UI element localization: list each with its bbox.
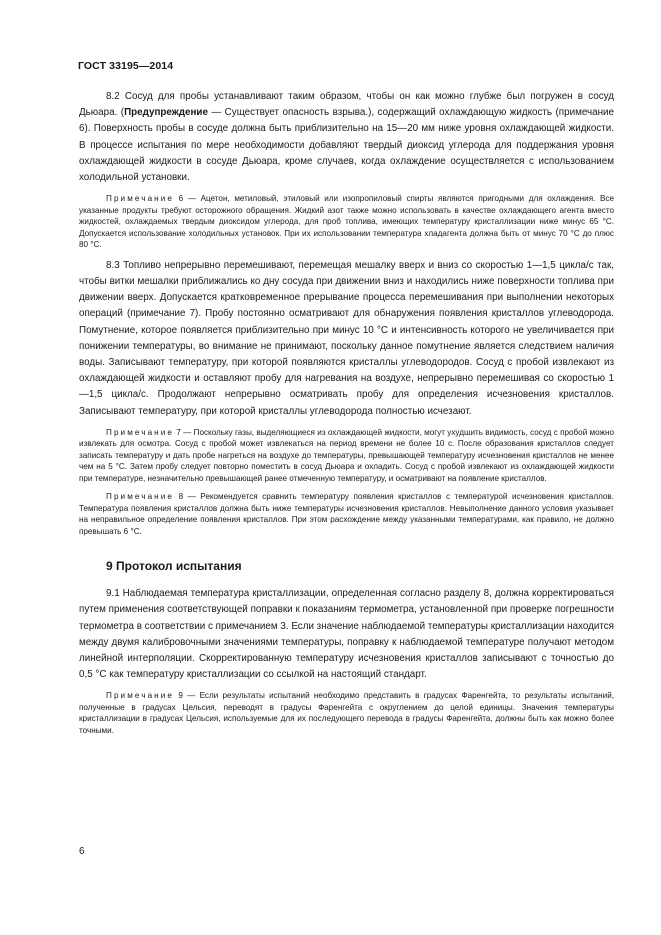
paragraph-8-2-lead: 8.2 Сосуд для пробы устанавливают таким образом, чтобы он как можно глубже был погружен в сосуд Дьюара. (	[79, 91, 614, 119]
section-9-heading: 9 Протокол испытания	[106, 559, 242, 574]
note-9	[79, 690, 614, 736]
paragraph-8-2-rest: — Существует опасность взрыва.), содержащий охлаждающую жидкость (примечание 6). Поверхность пробы в сосуде должна быть приблизительно на 15—20 мм ниже уровня охлаждающей жидкости. В процессе испытания по мере необходимости добавляют твердый диоксид углерода для поддержания уровня охлаждающей жидкости в сосуде Дьюара, кроме случаев, когда охлаждение осуществляется с использованием холодильной установки.	[79, 107, 614, 184]
warning-label: Предупреждение	[124, 107, 208, 119]
note-8-text: 8 — Рекомендуется сравнить температуру появления кристаллов с температурой исчезновения кристаллов. Температура появления кристаллов должна быть ниже температуры исчезновения кристаллов. Невыполнение данного условия указывает на неправильное определение появления кристаллов. При этом расхождение между указанными температурами, как правило, не должно превышать 6 °С.	[79, 492, 614, 536]
paragraph-8-2	[79, 89, 614, 186]
note-6	[79, 193, 614, 251]
note-6-text: 6 — Ацетон, метиловый, этиловый или изопропиловый спирты являются пригодными для охлаждения. Все указанные продукты требуют осторожного обращения. Жидкий азот также можно использовать в качестве охлаждающего агента вместо жидкостей, охлаждаемых твердым диоксидом углерода, для проб топлива, имеющих температуру кристаллизации ниже минус 65 °С. Допускается использование холодильных установок. При их использовании температура хладагента должна быть от минус 70 °С до плюс 80 °С.	[79, 194, 614, 250]
note-label: Примечание	[106, 691, 175, 701]
note-label: Примечание	[106, 492, 175, 502]
note-7-text: 7 — Поскольку газы, выделяющиеся из охлаждающей жидкости, могут ухудшить видимость, сосуд с пробой можно извлекать для осмотра. Сосуд с пробой может извлекаться на период времени не более 10 с. После образования кристаллов следует записать температуру и дать пробе нагреться на воздухе до температуры, превышающей температуру исчезновения кристаллов не менее чем на 5 °С. Затем пробу следует повторно поместить в сосуд Дьюара и охладить. Сосуд с пробой извлекают из охлаждающей жидкости при температуре, незначительно превышающей ранее отмеченную температуру, и осматривают на появление кристаллов.	[79, 427, 614, 483]
paragraph-8-3: 8.3 Топливо непрерывно перемешивают, перемещая мешалку вверх и вниз со скоростью 1—1,5 цикла/с так, чтобы витки мешалки приближались ко дну сосуда при движении вниз и находились ниже поверхности топлива при движении вверх. Допускается кратковременное прерывание процесса перемешивания при выполнении некоторых операций (примечание 7). Пробу постоянно осматривают для обнаружения появления кристаллов углеводорода. Помутнение, которое появляется приблизительно при минус 10 °С и интенсивность которого не увеличивается при понижении температуры, во внимание не принимают, поскольку данное помутнение является следствием наличия воды. Записывают температуру, при которой появляются кристаллы углеводородов. Сосуд с пробой извлекают из охлаждающей жидкости и оставляют пробу для нагревания на воздухе, непрерывно перемешивая со скоростью 1—1,5 цикла/с. Продолжают непрерывно осматривать пробу для определения исчезновения кристаллов. Записывают температуру, при которой кристаллы углеводорода полностью исчезают.	[79, 259, 614, 417]
note-8	[79, 491, 614, 537]
page-number: 6	[79, 846, 85, 857]
paragraph-9-1: 9.1 Наблюдаемая температура кристаллизации, определенная согласно разделу 8, должна корректироваться путем применения соответствующей поправки к показаниям термометра, установленной при проверке погрешности термометра в соответствии с примечанием 3. Если значение наблюдаемой температуры кристаллизации находится между двумя калибровочными значениями температуры, поправку к наблюдаемой температуре получают методом линейной интерполяции. Скорректированную температуру исчезновения кристаллов записывают с точностью до 0,5 °С как температуру кристаллизации со ссылкой на настоящий стандарт.	[79, 588, 615, 681]
note-label: Примечание	[106, 194, 175, 204]
note-7	[79, 427, 614, 485]
note-label: Примечание	[106, 427, 175, 437]
note-9-text: 9 — Если результаты испытаний необходимо представить в градусах Фаренгейта, то результаты испытаний, полученные в градусах Цельсия, переводят в градусы Фаренгейта с округлением до целой единицы. Значения температуры кристаллизации в градусах Цельсия, используемые для их последующего перевода в градусы Фаренгейта, должны быть как можно более точными.	[79, 691, 614, 735]
document-header: ГОСТ 33195—2014	[78, 60, 174, 72]
page-body	[79, 89, 614, 736]
